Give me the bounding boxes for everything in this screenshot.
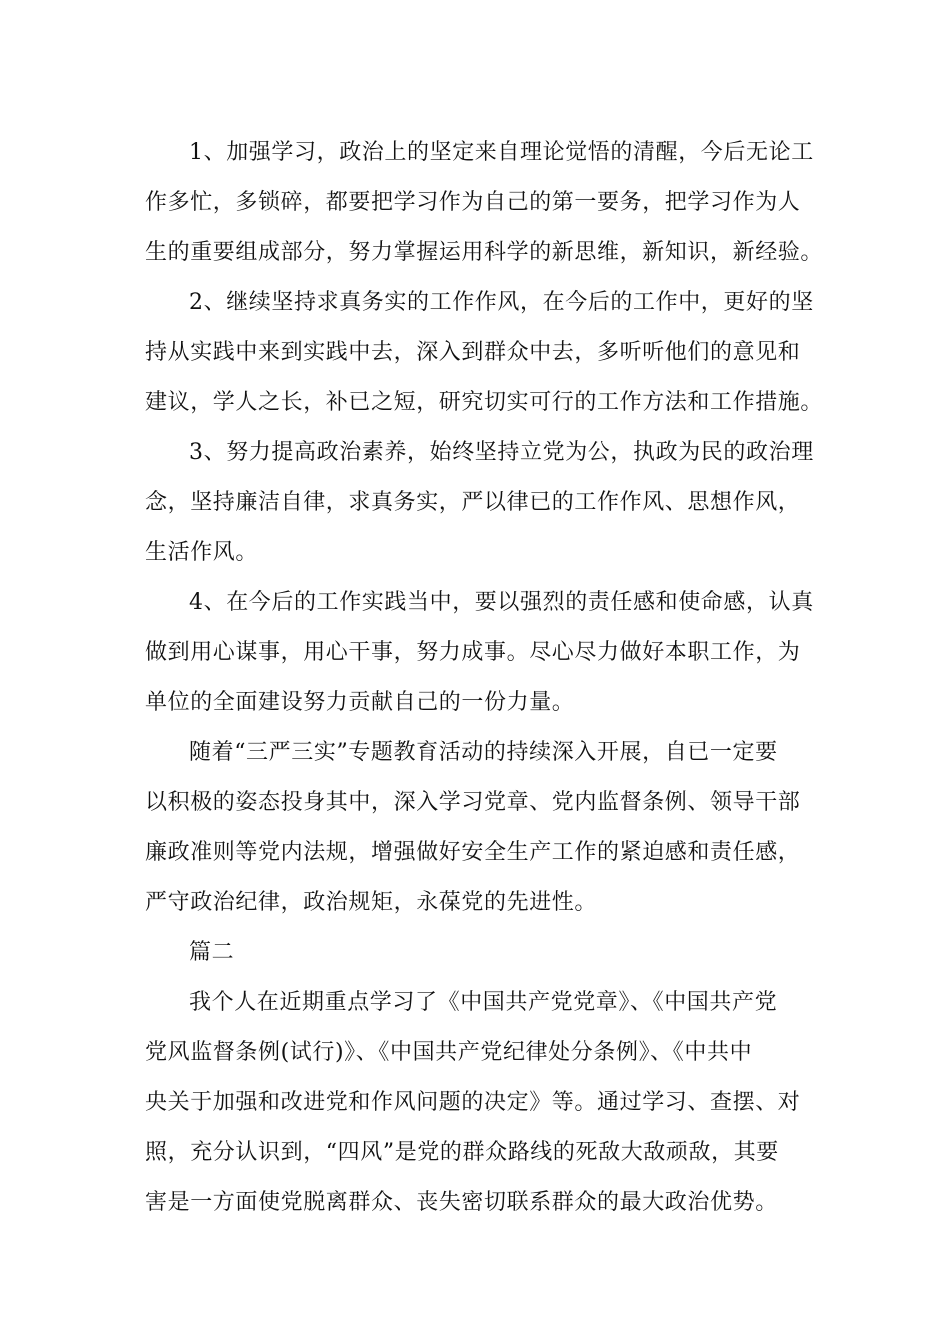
section-heading-text: 篇二 (189, 940, 235, 965)
text-line: 持从实践中来到实践中去，深入到群众中去，多听听他们的意见和 (145, 340, 801, 365)
paragraph-1 (145, 128, 824, 278)
paragraph-5 (145, 728, 815, 928)
text-line: 生活作风。 (145, 540, 259, 565)
text-line: 做到用心谋事，用心干事，努力成事。尽心尽力做好本职工作，为 (145, 640, 801, 665)
text-line: 2、继续坚持求真务实的工作作风，在今后的工作中，更好的坚 (189, 290, 814, 315)
text-line: 党风监督条例(试行)》、《中国共产党纪律处分条例》、《中共中 (145, 1040, 753, 1065)
text-line: 以积极的姿态投身其中，深入学习党章、党内监督条例、领导干部 (145, 790, 801, 815)
text-line: 央关于加强和改进党和作风问题的决定》等。通过学习、查摆、对 (145, 1090, 801, 1115)
paragraph-2 (145, 278, 824, 428)
text-line: 1、加强学习，政治上的坚定来自理论觉悟的清醒，今后无论工 (189, 140, 814, 165)
text-line: 廉政准则等党内法规，增强做好安全生产工作的紧迫感和责任感， (145, 840, 801, 865)
text-line: 害是一方面使党脱离群众、丧失密切联系群众的最大政治优势。 (145, 1190, 778, 1215)
section-heading (145, 928, 815, 978)
paragraph-6 (145, 978, 815, 1228)
text-line: 3、努力提高政治素养，始终坚持立党为公，执政为民的政治理 (189, 440, 814, 465)
text-line: 作多忙，多锁碎，都要把学习作为自己的第一要务，把学习作为人 (145, 190, 801, 215)
text-line: 生的重要组成部分，努力掌握运用科学的新思维，新知识，新经验。 (145, 240, 824, 265)
text-line: 照，充分认识到，“四风”是党的群众路线的死敌大敌顽敌，其要 (145, 1140, 779, 1165)
text-line: 单位的全面建设努力贡献自己的一份力量。 (145, 690, 575, 715)
document-body (145, 128, 824, 1228)
text-line: 我个人在近期重点学习了《中国共产党党章》、《中国共产党 (189, 990, 778, 1015)
text-line: 4、在今后的工作实践当中，要以强烈的责任感和使命感，认真 (189, 590, 814, 615)
text-line: 念，坚持廉洁自律，求真务实，严以律已的工作作风、思想作风， (145, 490, 801, 515)
text-line: 建议，学人之长，补已之短，研究切实可行的工作方法和工作措施。 (145, 390, 824, 415)
paragraph-3 (145, 428, 815, 578)
paragraph-4 (145, 578, 815, 728)
text-line: 随着“三严三实”专题教育活动的持续深入开展，自已一定要 (189, 740, 778, 765)
text-line: 严守政治纪律，政治规矩，永葆党的先进性。 (145, 890, 598, 915)
